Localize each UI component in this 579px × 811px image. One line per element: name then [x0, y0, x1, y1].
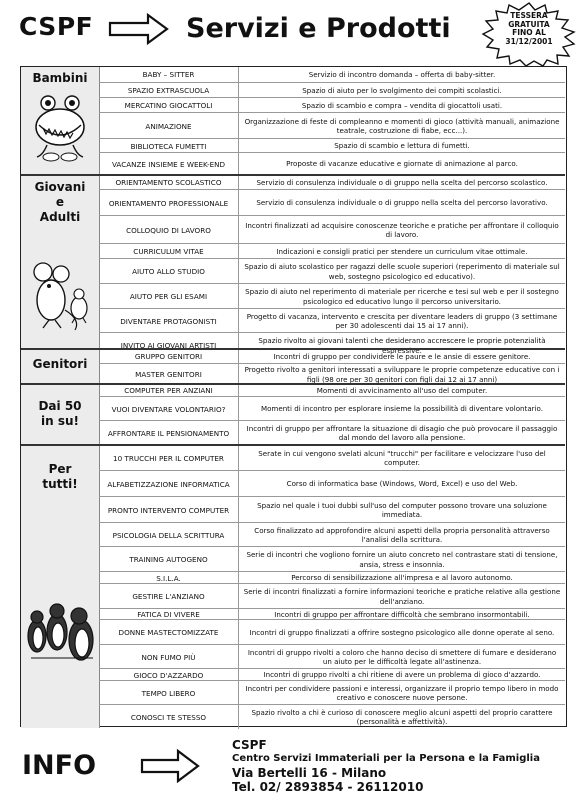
service-row	[99, 97, 565, 113]
page-title: Servizi e Prodotti	[186, 13, 451, 44]
category-line: Giovani	[34, 180, 86, 194]
service-description: Incontri di gruppo rivolti a chi ritiene di avere un problema di gioco d'azzardo.	[263, 670, 541, 680]
category-line: Adulti	[39, 210, 81, 224]
monster-illustration	[31, 93, 89, 163]
category-label	[21, 71, 99, 86]
service-name: GIOCO D'AZZARDO	[99, 669, 239, 681]
category-line: Bambini	[32, 71, 88, 85]
badge-line: TESSERA	[510, 11, 548, 20]
service-description: Spazio di scambio e lettura di fumetti.	[334, 141, 470, 151]
service-row	[99, 704, 565, 729]
badge-line: FINO AL	[512, 28, 546, 38]
service-description: Incontri di gruppo rivolti a coloro che hanno deciso di smettere di fumare e desiderano un aiuto per le difficoltà legate all'astinenza.	[247, 647, 557, 666]
service-name: ORIENTAMENTO PROFESSIONALE	[99, 190, 239, 216]
service-description: Organizzazione di feste di compleanno e momenti di gioco (attività manuali, animazione teatrale, costruzione di fiabe, ecc...).	[244, 116, 560, 135]
service-row	[99, 522, 565, 547]
service-name: ORIENTAMENTO SCOLASTICO	[99, 176, 239, 189]
service-name: VUOI DIVENTARE VOLONTARIO?	[99, 397, 239, 421]
penguins-illustration	[23, 598, 99, 664]
service-row	[99, 385, 565, 396]
service-description: Spazio di aiuto per lo svolgimento dei compiti scolastici.	[302, 85, 502, 95]
service-description: Corso di informatica base (Windows, Word, Excel) e uso del Web.	[286, 479, 518, 489]
service-description: Momenti di avvicinamento all'uso del computer.	[316, 385, 488, 395]
service-description: Incontri di gruppo per affrontare difficoltà che sembrano insormontabili.	[274, 609, 530, 619]
service-description: Serie di incontri finalizzati a fornire informazioni teoriche e pratiche relative alla gestione dell'anziano.	[243, 587, 561, 606]
badge-line: GRATUITA	[508, 19, 550, 29]
service-row	[99, 283, 565, 309]
service-description: Spazio di aiuto nel reperimento di materiale per ricerche e tesi sul web e per il sostegno psicologico ed educativo lungo il percorso universitario.	[245, 287, 559, 306]
service-row	[99, 446, 565, 470]
service-row	[99, 112, 565, 139]
service-name: AFFRONTARE IL PENSIONAMENTO	[99, 421, 239, 445]
service-name: NON FUMO PIÙ	[99, 645, 239, 669]
service-description: Serate in cui vengono svelati alcuni "trucchi" per facilitare e velocizzare l'uso del computer.	[258, 448, 546, 467]
service-name: COMPUTER PER ANZIANI	[99, 385, 239, 396]
service-row	[99, 496, 565, 523]
page-header	[0, 0, 579, 66]
service-row	[99, 363, 565, 385]
service-description: Incontri finalizzati ad acquisire conoscenze teoriche e pratiche per affrontare il colloquio di lavoro.	[245, 220, 559, 239]
service-description: Progetto di vacanza, intervento e crescita per diventare leaders di gruppo (3 settimane per 30 adolescenti dai 15 ai 17 anni).	[246, 311, 558, 330]
address: Via Bertelli 16 - Milano	[232, 766, 387, 780]
service-description: Proposte di vacanze educative e giornate di animazione al parco.	[286, 159, 518, 169]
service-row	[99, 583, 565, 609]
service-name: PSICOLOGIA DELLA SCRITTURA	[99, 523, 239, 547]
category-label	[21, 462, 99, 492]
service-name: VACANZE INSIEME E WEEK-END	[99, 153, 239, 175]
org-acronym: CSPF	[232, 738, 267, 752]
brand-name: CSPF	[19, 12, 94, 41]
service-name: AIUTO ALLO STUDIO	[99, 259, 239, 284]
service-description: Corso finalizzato ad approfondire alcuni aspetti della propria personalità attraverso l'analisi della scrittura.	[254, 525, 550, 544]
service-row	[99, 350, 565, 363]
service-row	[99, 619, 565, 645]
service-name: SPAZIO EXTRASCUOLA	[99, 83, 239, 98]
badge-text	[491, 12, 567, 46]
service-description: Incontri di gruppo per condividere le paure e le ansie di essere genitore.	[273, 351, 531, 361]
category-label	[21, 180, 99, 225]
category-line: Genitori	[32, 357, 88, 371]
section-over-50	[21, 383, 565, 444]
service-name: GRUPPO GENITORI	[99, 350, 239, 363]
services-table	[20, 66, 567, 727]
service-row	[99, 258, 565, 284]
service-row	[99, 243, 565, 259]
service-description: Progetto rivolto a genitori interessati a sviluppare le proprie competenze educative con i figli (98 ore per 30 genitori con figli dai 12 ai 17 anni)	[244, 365, 560, 384]
service-description: Spazio di aiuto scolastico per ragazzi delle scuole superiori (reperimento di materiale sul web, sostegno psicologico ed educativo).	[244, 262, 560, 281]
category-line: Dai 50	[38, 399, 82, 413]
service-row	[99, 152, 565, 175]
category-label	[21, 357, 99, 372]
org-full-name: Centro Servizi Immateriali per la Persona e la Famiglia	[232, 753, 540, 764]
service-name: FATICA DI VIVERE	[99, 609, 239, 620]
service-name: MASTER GENITORI	[99, 364, 239, 385]
section-per-tutti	[21, 444, 565, 728]
service-name: TEMPO LIBERO	[99, 681, 239, 705]
service-name: COLLOQUIO DI LAVORO	[99, 216, 239, 244]
service-name: TRAINING AUTOGENO	[99, 547, 239, 572]
badge-line: 31/12/2001	[505, 36, 553, 46]
section-genitori	[21, 348, 565, 383]
service-row	[99, 82, 565, 98]
service-name: S.I.L.A.	[99, 572, 239, 584]
service-description: Indicazioni e consigli pratici per stendere un curriculum vitae ottimale.	[276, 246, 528, 256]
service-row	[99, 67, 565, 82]
service-name: ANIMAZIONE	[99, 113, 239, 139]
service-row	[99, 680, 565, 705]
service-name: DONNE MASTECTOMIZZATE	[99, 620, 239, 645]
service-description: Percorso di sensibilizzazione all'impresa e al lavoro autonomo.	[291, 573, 513, 583]
service-description: Serie di incontri che vogliono fornire un aiuto concreto nel contrastare stati di tensione, ansia, stress e insonnia.	[246, 550, 558, 569]
service-row	[99, 420, 565, 445]
category-line: e	[55, 195, 65, 209]
service-name: GESTIRE L'ANZIANO	[99, 584, 239, 609]
service-name: ALFABETIZZAZIONE INFORMATICA	[99, 471, 239, 497]
info-heading: INFO	[22, 750, 97, 781]
service-description: Servizio di consulenza individuale o di gruppo nella scelta del percorso scolastico.	[256, 177, 548, 187]
service-row	[99, 215, 565, 244]
service-name: MERCATINO GIOCATTOLI	[99, 98, 239, 113]
arrow-right-icon	[108, 12, 170, 46]
service-description: Servizio di incontro domanda – offerta di baby-sitter.	[308, 69, 496, 79]
service-row	[99, 138, 565, 153]
service-description: Spazio rivolto a chi è curioso di conoscere meglio alcuni aspetti del proprio carattere (personalità e affettività).	[251, 707, 553, 726]
phone: Tel. 02/ 2893854 - 26112010	[232, 780, 424, 794]
contact-block	[232, 738, 540, 794]
service-row	[99, 470, 565, 497]
section-bambini	[21, 67, 565, 174]
category-line: tutti!	[42, 477, 78, 491]
service-row	[99, 308, 565, 333]
arrow-right-icon	[140, 748, 200, 784]
service-name: CURRICULUM VITAE	[99, 244, 239, 259]
service-name: INVITO AI GIOVANI ARTISTI	[99, 333, 239, 358]
service-name: AIUTO PER GLI ESAMI	[99, 284, 239, 309]
service-description: Servizio di consulenza individuale o di gruppo nella scelta del percorso lavorativo.	[256, 198, 548, 208]
category-line: Per	[48, 462, 72, 476]
service-row	[99, 189, 565, 216]
service-name: PRONTO INTERVENTO COMPUTER	[99, 497, 239, 523]
service-description: Momenti di incontro per esplorare insieme la possibilità di diventare volontario.	[260, 404, 544, 414]
service-description: Incontri per condividere passioni e interessi, organizzare il proprio tempo libero in modo creativo e conoscere nuove persone.	[245, 683, 559, 702]
service-name: CONOSCI TE STESSO	[99, 705, 239, 729]
service-row	[99, 176, 565, 189]
service-description: Spazio rivolto ai giovani talenti che desiderano accrescere le proprie potenzialità espressive.	[258, 336, 546, 355]
service-row	[99, 396, 565, 421]
service-description: Spazio nel quale i tuoi dubbi sull'uso del computer possono trovare una soluzione immediata.	[257, 500, 547, 519]
service-name: DIVENTARE PROTAGONISTI	[99, 309, 239, 333]
service-name: BABY – SITTER	[99, 67, 239, 82]
service-row	[99, 546, 565, 572]
service-description: Incontri di gruppo finalizzati a offrire sostegno psicologico alle donne operate al seno.	[249, 627, 555, 637]
mice-illustration	[29, 260, 95, 332]
service-name: BIBLIOTECA FUMETTI	[99, 139, 239, 153]
service-row	[99, 644, 565, 669]
category-label	[21, 399, 99, 429]
service-description: Spazio di scambio e compra – vendita di giocattoli usati.	[301, 100, 503, 110]
service-name: 10 TRUCCHI PER IL COMPUTER	[99, 446, 239, 470]
category-line: in su!	[41, 414, 79, 428]
service-description: Incontri di gruppo per affrontare la situazione di disagio che può provocare il passaggio dal mondo del lavoro alla pensione.	[246, 423, 558, 442]
free-card-badge	[479, 2, 579, 66]
